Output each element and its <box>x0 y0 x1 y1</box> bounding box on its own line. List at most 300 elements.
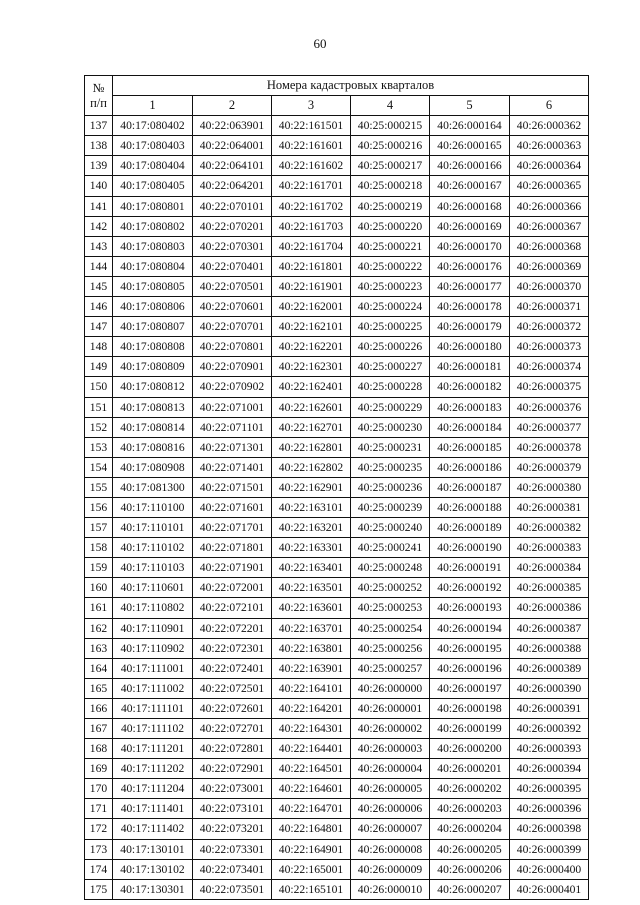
row-number-cell: 160 <box>85 578 113 598</box>
cadastral-number-cell: 40:22:162201 <box>272 337 351 357</box>
cadastral-number-cell: 40:26:000375 <box>510 377 589 397</box>
row-number-cell: 172 <box>85 819 113 839</box>
row-number-cell: 175 <box>85 879 113 899</box>
cadastral-number-cell: 40:17:080809 <box>113 357 193 377</box>
cadastral-number-cell: 40:17:111401 <box>113 799 193 819</box>
cadastral-number-cell: 40:26:000380 <box>510 477 589 497</box>
table-row <box>85 759 589 779</box>
cadastral-number-cell: 40:17:111402 <box>113 819 193 839</box>
cadastral-number-cell: 40:26:000181 <box>430 357 510 377</box>
cadastral-number-cell: 40:22:163801 <box>272 638 351 658</box>
row-number-cell: 159 <box>85 558 113 578</box>
row-number-header-line1: № <box>92 80 105 95</box>
cadastral-number-cell: 40:25:000241 <box>351 538 430 558</box>
cadastral-number-cell: 40:22:163201 <box>272 518 351 538</box>
cadastral-number-cell: 40:25:000223 <box>351 276 430 296</box>
cadastral-number-cell: 40:17:110100 <box>113 497 193 517</box>
cadastral-number-cell: 40:26:000398 <box>510 819 589 839</box>
table-row <box>85 317 589 337</box>
cadastral-number-cell: 40:17:080804 <box>113 256 193 276</box>
cadastral-number-cell: 40:25:000226 <box>351 337 430 357</box>
cadastral-number-cell: 40:25:000248 <box>351 558 430 578</box>
cadastral-number-cell: 40:25:000252 <box>351 578 430 598</box>
cadastral-number-cell: 40:22:162802 <box>272 457 351 477</box>
cadastral-number-cell: 40:22:064101 <box>193 156 272 176</box>
table-row <box>85 397 589 417</box>
table-row <box>85 598 589 618</box>
cadastral-number-cell: 40:26:000166 <box>430 156 510 176</box>
cadastral-number-cell: 40:25:000231 <box>351 437 430 457</box>
cadastral-number-cell: 40:26:000005 <box>351 779 430 799</box>
cadastral-number-cell: 40:26:000008 <box>351 839 430 859</box>
cadastral-number-cell: 40:26:000010 <box>351 879 430 899</box>
cadastral-number-cell: 40:17:110102 <box>113 538 193 558</box>
cadastral-number-cell: 40:17:080806 <box>113 297 193 317</box>
row-number-cell: 152 <box>85 417 113 437</box>
cadastral-number-cell: 40:25:000219 <box>351 196 430 216</box>
cadastral-number-cell: 40:17:130301 <box>113 879 193 899</box>
table-row <box>85 799 589 819</box>
cadastral-number-cell: 40:26:000167 <box>430 176 510 196</box>
cadastral-number-cell: 40:25:000235 <box>351 457 430 477</box>
row-number-cell: 141 <box>85 196 113 216</box>
cadastral-number-cell: 40:26:000378 <box>510 437 589 457</box>
cadastral-number-cell: 40:17:080812 <box>113 377 193 397</box>
cadastral-number-cell: 40:26:000390 <box>510 678 589 698</box>
cadastral-number-cell: 40:26:000362 <box>510 116 589 136</box>
cadastral-number-cell: 40:26:000196 <box>430 658 510 678</box>
cadastral-number-cell: 40:22:164901 <box>272 839 351 859</box>
table-row <box>85 678 589 698</box>
row-number-cell: 137 <box>85 116 113 136</box>
cadastral-number-cell: 40:25:000230 <box>351 417 430 437</box>
cadastral-number-cell: 40:22:071801 <box>193 538 272 558</box>
table-row <box>85 216 589 236</box>
table-row <box>85 256 589 276</box>
cadastral-number-cell: 40:22:070801 <box>193 337 272 357</box>
cadastral-number-cell: 40:22:072601 <box>193 698 272 718</box>
cadastral-number-cell: 40:22:164801 <box>272 819 351 839</box>
row-number-cell: 164 <box>85 658 113 678</box>
table-row <box>85 276 589 296</box>
cadastral-number-cell: 40:26:000184 <box>430 417 510 437</box>
cadastral-number-cell: 40:26:000364 <box>510 156 589 176</box>
cadastral-number-cell: 40:22:162901 <box>272 477 351 497</box>
row-number-cell: 174 <box>85 859 113 879</box>
cadastral-number-cell: 40:22:070201 <box>193 216 272 236</box>
cadastral-number-cell: 40:22:163501 <box>272 578 351 598</box>
cadastral-number-cell: 40:26:000389 <box>510 658 589 678</box>
cadastral-number-cell: 40:26:000168 <box>430 196 510 216</box>
cadastral-number-cell: 40:17:080803 <box>113 236 193 256</box>
cadastral-number-cell: 40:26:000169 <box>430 216 510 236</box>
cadastral-number-cell: 40:26:000189 <box>430 518 510 538</box>
cadastral-number-cell: 40:26:000391 <box>510 698 589 718</box>
cadastral-number-cell: 40:25:000224 <box>351 297 430 317</box>
cadastral-number-cell: 40:25:000257 <box>351 658 430 678</box>
row-number-cell: 162 <box>85 618 113 638</box>
row-number-cell: 157 <box>85 518 113 538</box>
cadastral-number-cell: 40:25:000218 <box>351 176 430 196</box>
cadastral-number-cell: 40:17:130101 <box>113 839 193 859</box>
table-row <box>85 196 589 216</box>
cadastral-number-cell: 40:22:072001 <box>193 578 272 598</box>
cadastral-number-cell: 40:26:000372 <box>510 317 589 337</box>
cadastral-number-cell: 40:25:000222 <box>351 256 430 276</box>
cadastral-number-cell: 40:22:072201 <box>193 618 272 638</box>
cadastral-number-cell: 40:25:000220 <box>351 216 430 236</box>
cadastral-number-cell: 40:22:165001 <box>272 859 351 879</box>
cadastral-quarters-table <box>84 75 589 900</box>
cadastral-number-cell: 40:26:000188 <box>430 497 510 517</box>
column-header: 4 <box>351 96 430 116</box>
cadastral-number-cell: 40:17:081300 <box>113 477 193 497</box>
cadastral-number-cell: 40:22:064201 <box>193 176 272 196</box>
row-number-cell: 139 <box>85 156 113 176</box>
cadastral-number-cell: 40:26:000387 <box>510 618 589 638</box>
cadastral-number-cell: 40:22:071501 <box>193 477 272 497</box>
cadastral-number-cell: 40:26:000165 <box>430 136 510 156</box>
cadastral-number-cell: 40:26:000396 <box>510 799 589 819</box>
row-number-cell: 146 <box>85 297 113 317</box>
cadastral-number-cell: 40:26:000180 <box>430 337 510 357</box>
cadastral-number-cell: 40:22:071701 <box>193 518 272 538</box>
table-row <box>85 176 589 196</box>
cadastral-number-cell: 40:25:000236 <box>351 477 430 497</box>
cadastral-number-cell: 40:17:111204 <box>113 779 193 799</box>
cadastral-number-cell: 40:22:163301 <box>272 538 351 558</box>
cadastral-number-cell: 40:26:000007 <box>351 819 430 839</box>
row-number-cell: 165 <box>85 678 113 698</box>
cadastral-number-cell: 40:25:000216 <box>351 136 430 156</box>
cadastral-number-cell: 40:26:000201 <box>430 759 510 779</box>
table-row <box>85 357 589 377</box>
cadastral-number-cell: 40:17:080805 <box>113 276 193 296</box>
cadastral-number-cell: 40:17:080405 <box>113 176 193 196</box>
cadastral-number-cell: 40:17:080816 <box>113 437 193 457</box>
cadastral-number-cell: 40:17:080403 <box>113 136 193 156</box>
cadastral-number-cell: 40:25:000225 <box>351 317 430 337</box>
cadastral-number-cell: 40:26:000176 <box>430 256 510 276</box>
cadastral-number-cell: 40:26:000395 <box>510 779 589 799</box>
cadastral-number-cell: 40:22:163701 <box>272 618 351 638</box>
table-row <box>85 457 589 477</box>
cadastral-number-cell: 40:26:000385 <box>510 578 589 598</box>
row-number-cell: 170 <box>85 779 113 799</box>
cadastral-number-cell: 40:26:000186 <box>430 457 510 477</box>
cadastral-number-cell: 40:26:000183 <box>430 397 510 417</box>
cadastral-number-cell: 40:22:073301 <box>193 839 272 859</box>
table-row <box>85 156 589 176</box>
cadastral-number-cell: 40:22:070701 <box>193 317 272 337</box>
cadastral-number-cell: 40:22:070501 <box>193 276 272 296</box>
cadastral-number-cell: 40:22:071401 <box>193 457 272 477</box>
cadastral-number-cell: 40:22:162001 <box>272 297 351 317</box>
cadastral-number-cell: 40:17:110103 <box>113 558 193 578</box>
cadastral-number-cell: 40:22:064001 <box>193 136 272 156</box>
table-row <box>85 819 589 839</box>
cadastral-number-cell: 40:22:164701 <box>272 799 351 819</box>
cadastral-number-cell: 40:26:000371 <box>510 297 589 317</box>
cadastral-number-cell: 40:25:000240 <box>351 518 430 538</box>
cadastral-number-cell: 40:17:111101 <box>113 698 193 718</box>
cadastral-number-cell: 40:22:164201 <box>272 698 351 718</box>
table-row <box>85 297 589 317</box>
cadastral-number-cell: 40:22:161901 <box>272 276 351 296</box>
cadastral-number-cell: 40:26:000365 <box>510 176 589 196</box>
cadastral-number-cell: 40:25:000227 <box>351 357 430 377</box>
column-header: 3 <box>272 96 351 116</box>
cadastral-number-cell: 40:26:000205 <box>430 839 510 859</box>
cadastral-number-cell: 40:25:000215 <box>351 116 430 136</box>
row-number-cell: 154 <box>85 457 113 477</box>
cadastral-number-cell: 40:22:163101 <box>272 497 351 517</box>
cadastral-number-cell: 40:22:073501 <box>193 879 272 899</box>
table-row <box>85 638 589 658</box>
table-row <box>85 497 589 517</box>
cadastral-number-cell: 40:22:161702 <box>272 196 351 216</box>
cadastral-number-cell: 40:17:111102 <box>113 719 193 739</box>
table-row <box>85 558 589 578</box>
cadastral-number-cell: 40:17:080813 <box>113 397 193 417</box>
cadastral-number-cell: 40:22:073401 <box>193 859 272 879</box>
page-number: 60 <box>313 36 327 51</box>
row-number-cell: 150 <box>85 377 113 397</box>
cadastral-number-cell: 40:25:000239 <box>351 497 430 517</box>
row-number-cell: 155 <box>85 477 113 497</box>
cadastral-number-cell: 40:22:070902 <box>193 377 272 397</box>
cadastral-number-cell: 40:26:000401 <box>510 879 589 899</box>
cadastral-number-cell: 40:26:000193 <box>430 598 510 618</box>
cadastral-number-cell: 40:26:000202 <box>430 779 510 799</box>
cadastral-number-cell: 40:22:161601 <box>272 136 351 156</box>
table-row <box>85 879 589 899</box>
cadastral-number-cell: 40:26:000003 <box>351 739 430 759</box>
table-row <box>85 377 589 397</box>
cadastral-number-cell: 40:22:072801 <box>193 739 272 759</box>
cadastral-number-cell: 40:22:070601 <box>193 297 272 317</box>
table-row <box>85 538 589 558</box>
cadastral-number-cell: 40:22:163901 <box>272 658 351 678</box>
table-row <box>85 518 589 538</box>
row-number-cell: 153 <box>85 437 113 457</box>
cadastral-number-cell: 40:26:000382 <box>510 518 589 538</box>
cadastral-number-cell: 40:22:073101 <box>193 799 272 819</box>
cadastral-number-cell: 40:22:071601 <box>193 497 272 517</box>
cadastral-number-cell: 40:22:070301 <box>193 236 272 256</box>
cadastral-number-cell: 40:17:080908 <box>113 457 193 477</box>
cadastral-number-cell: 40:26:000394 <box>510 759 589 779</box>
cadastral-number-cell: 40:26:000006 <box>351 799 430 819</box>
cadastral-number-cell: 40:26:000367 <box>510 216 589 236</box>
row-number-cell: 161 <box>85 598 113 618</box>
cadastral-number-cell: 40:26:000370 <box>510 276 589 296</box>
table-body <box>85 116 589 900</box>
cadastral-number-cell: 40:26:000369 <box>510 256 589 276</box>
cadastral-number-cell: 40:22:165101 <box>272 879 351 899</box>
cadastral-number-cell: 40:26:000376 <box>510 397 589 417</box>
cadastral-number-cell: 40:26:000192 <box>430 578 510 598</box>
row-number-cell: 145 <box>85 276 113 296</box>
row-number-cell: 169 <box>85 759 113 779</box>
table-row <box>85 618 589 638</box>
cadastral-number-cell: 40:25:000228 <box>351 377 430 397</box>
header-row-2 <box>85 96 589 116</box>
cadastral-number-cell: 40:26:000377 <box>510 417 589 437</box>
cadastral-number-cell: 40:26:000366 <box>510 196 589 216</box>
cadastral-number-cell: 40:25:000217 <box>351 156 430 176</box>
row-number-cell: 148 <box>85 337 113 357</box>
row-number-cell: 166 <box>85 698 113 718</box>
row-number-cell: 138 <box>85 136 113 156</box>
cadastral-number-cell: 40:26:000009 <box>351 859 430 879</box>
cadastral-number-cell: 40:26:000178 <box>430 297 510 317</box>
cadastral-number-cell: 40:22:162701 <box>272 417 351 437</box>
cadastral-number-cell: 40:25:000221 <box>351 236 430 256</box>
cadastral-number-cell: 40:22:162401 <box>272 377 351 397</box>
cadastral-number-cell: 40:26:000384 <box>510 558 589 578</box>
cadastral-number-cell: 40:26:000002 <box>351 719 430 739</box>
cadastral-number-cell: 40:22:164501 <box>272 759 351 779</box>
cadastral-number-cell: 40:22:163601 <box>272 598 351 618</box>
cadastral-number-cell: 40:17:080402 <box>113 116 193 136</box>
group-title-header: Номера кадастровых кварталов <box>113 76 589 96</box>
cadastral-number-cell: 40:22:162101 <box>272 317 351 337</box>
cadastral-number-cell: 40:22:070401 <box>193 256 272 276</box>
cadastral-number-cell: 40:22:071301 <box>193 437 272 457</box>
column-header: 6 <box>510 96 589 116</box>
table-row <box>85 417 589 437</box>
cadastral-number-cell: 40:22:072301 <box>193 638 272 658</box>
table-row <box>85 698 589 718</box>
cadastral-number-cell: 40:26:000368 <box>510 236 589 256</box>
cadastral-number-cell: 40:17:080807 <box>113 317 193 337</box>
row-number-cell: 147 <box>85 317 113 337</box>
cadastral-number-cell: 40:22:164301 <box>272 719 351 739</box>
table-row <box>85 839 589 859</box>
cadastral-number-cell: 40:26:000383 <box>510 538 589 558</box>
row-number-cell: 173 <box>85 839 113 859</box>
cadastral-number-cell: 40:26:000187 <box>430 477 510 497</box>
row-number-header <box>85 76 113 116</box>
table-row <box>85 658 589 678</box>
cadastral-number-cell: 40:22:161704 <box>272 236 351 256</box>
cadastral-number-cell: 40:22:161501 <box>272 116 351 136</box>
row-number-cell: 149 <box>85 357 113 377</box>
cadastral-number-cell: 40:17:110901 <box>113 618 193 638</box>
cadastral-number-cell: 40:26:000363 <box>510 136 589 156</box>
cadastral-number-cell: 40:26:000182 <box>430 377 510 397</box>
cadastral-number-cell: 40:26:000199 <box>430 719 510 739</box>
cadastral-number-cell: 40:22:073001 <box>193 779 272 799</box>
column-header: 5 <box>430 96 510 116</box>
cadastral-number-cell: 40:25:000253 <box>351 598 430 618</box>
cadastral-number-cell: 40:26:000374 <box>510 357 589 377</box>
cadastral-number-cell: 40:22:072501 <box>193 678 272 698</box>
row-number-cell: 156 <box>85 497 113 517</box>
table-row <box>85 719 589 739</box>
cadastral-number-cell: 40:17:080814 <box>113 417 193 437</box>
cadastral-number-cell: 40:26:000379 <box>510 457 589 477</box>
cadastral-number-cell: 40:26:000164 <box>430 116 510 136</box>
cadastral-number-cell: 40:26:000203 <box>430 799 510 819</box>
cadastral-number-cell: 40:26:000191 <box>430 558 510 578</box>
cadastral-number-cell: 40:17:080404 <box>113 156 193 176</box>
row-number-cell: 142 <box>85 216 113 236</box>
row-number-cell: 144 <box>85 256 113 276</box>
cadastral-number-cell: 40:26:000177 <box>430 276 510 296</box>
cadastral-number-cell: 40:22:164101 <box>272 678 351 698</box>
cadastral-number-cell: 40:26:000400 <box>510 859 589 879</box>
cadastral-number-cell: 40:17:080802 <box>113 216 193 236</box>
cadastral-number-cell: 40:26:000393 <box>510 739 589 759</box>
cadastral-number-cell: 40:22:162301 <box>272 357 351 377</box>
cadastral-number-cell: 40:17:111002 <box>113 678 193 698</box>
table-row <box>85 437 589 457</box>
cadastral-number-cell: 40:26:000001 <box>351 698 430 718</box>
cadastral-number-cell: 40:22:072901 <box>193 759 272 779</box>
row-number-cell: 167 <box>85 719 113 739</box>
cadastral-number-cell: 40:26:000179 <box>430 317 510 337</box>
cadastral-number-cell: 40:26:000392 <box>510 719 589 739</box>
cadastral-number-cell: 40:22:162601 <box>272 397 351 417</box>
cadastral-number-cell: 40:22:071901 <box>193 558 272 578</box>
row-number-cell: 163 <box>85 638 113 658</box>
row-number-cell: 151 <box>85 397 113 417</box>
row-number-cell: 168 <box>85 739 113 759</box>
cadastral-number-cell: 40:26:000170 <box>430 236 510 256</box>
cadastral-number-cell: 40:22:072401 <box>193 658 272 678</box>
table-row <box>85 337 589 357</box>
cadastral-number-cell: 40:22:072101 <box>193 598 272 618</box>
cadastral-number-cell: 40:25:000229 <box>351 397 430 417</box>
cadastral-number-cell: 40:22:161602 <box>272 156 351 176</box>
cadastral-number-cell: 40:17:080808 <box>113 337 193 357</box>
cadastral-number-cell: 40:26:000198 <box>430 698 510 718</box>
header-row-1 <box>85 76 589 96</box>
column-header: 2 <box>193 96 272 116</box>
cadastral-number-cell: 40:26:000004 <box>351 759 430 779</box>
table-row <box>85 779 589 799</box>
table-row <box>85 859 589 879</box>
table-row <box>85 236 589 256</box>
row-number-cell: 143 <box>85 236 113 256</box>
cadastral-number-cell: 40:22:072701 <box>193 719 272 739</box>
row-number-cell: 171 <box>85 799 113 819</box>
cadastral-number-cell: 40:26:000194 <box>430 618 510 638</box>
cadastral-number-cell: 40:17:080801 <box>113 196 193 216</box>
cadastral-number-cell: 40:26:000381 <box>510 497 589 517</box>
cadastral-number-cell: 40:17:110101 <box>113 518 193 538</box>
cadastral-number-cell: 40:25:000256 <box>351 638 430 658</box>
cadastral-number-cell: 40:22:071001 <box>193 397 272 417</box>
table-row <box>85 739 589 759</box>
row-number-cell: 140 <box>85 176 113 196</box>
cadastral-number-cell: 40:26:000386 <box>510 598 589 618</box>
cadastral-number-cell: 40:26:000373 <box>510 337 589 357</box>
column-header: 1 <box>113 96 193 116</box>
cadastral-number-cell: 40:26:000388 <box>510 638 589 658</box>
table-row <box>85 477 589 497</box>
row-number-header-line2: п/п <box>90 95 107 110</box>
cadastral-number-cell: 40:22:163401 <box>272 558 351 578</box>
cadastral-number-cell: 40:22:161703 <box>272 216 351 236</box>
cadastral-number-cell: 40:22:073201 <box>193 819 272 839</box>
cadastral-number-cell: 40:26:000197 <box>430 678 510 698</box>
cadastral-number-cell: 40:26:000204 <box>430 819 510 839</box>
cadastral-number-cell: 40:17:111202 <box>113 759 193 779</box>
cadastral-number-cell: 40:17:111201 <box>113 739 193 759</box>
